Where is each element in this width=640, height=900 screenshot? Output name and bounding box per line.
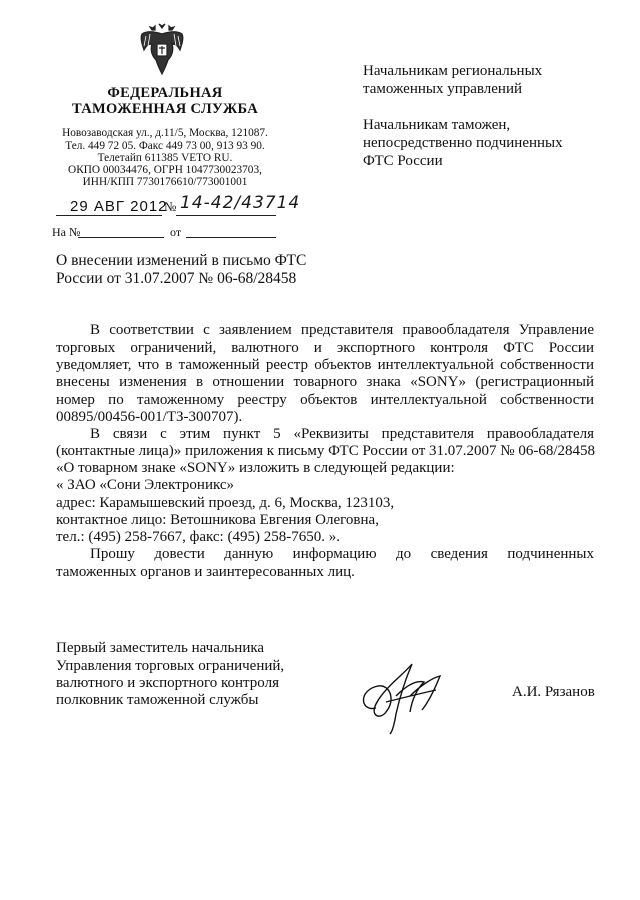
- body-line: (контактные лица)» приложения к письму ФТС России от 31.07.2007 № 06-68/28458: [56, 443, 596, 459]
- addressee-line: непосредственно подчиненных: [363, 135, 563, 151]
- emblem-icon: [138, 22, 186, 78]
- signatory-title-line: полковник таможенной службы: [56, 692, 259, 708]
- addressee-line: таможенных управлений: [363, 81, 523, 97]
- number-underline: [176, 215, 276, 216]
- body-line: уведомляет, что в таможенный реестр объектов интеллектуальной собственности: [56, 357, 594, 373]
- number-label: №: [164, 199, 177, 214]
- contact-address: Новозаводская ул., д.11/5, Москва, 121087.: [62, 127, 268, 139]
- body-line: В соответствии с заявлением представителя правообладателя Управление: [90, 322, 594, 338]
- body-line: торговых ограничений, валютного и экспортного контроля ФТС России: [56, 340, 594, 356]
- body-line: Прошу довести данную информацию до сведения подчиненных: [90, 546, 594, 562]
- signer-name: А.И. Рязанов: [512, 684, 595, 700]
- reply-to-line: [78, 237, 164, 238]
- contact-phone: Тел. 449 72 05. Факс 449 73 00, 913 93 90.: [65, 140, 265, 152]
- letter-date: 29 АВГ 2012: [70, 198, 168, 215]
- subject-line: О внесении изменений в письмо ФТС: [56, 252, 307, 269]
- handwritten-signature: [356, 656, 448, 736]
- signatory-title-line: валютного и экспортного контроля: [56, 675, 279, 691]
- body-line: номер по таможенному реестру объектов интеллектуальной собственности: [56, 392, 594, 408]
- reply-from-label: от: [170, 225, 182, 239]
- body-line: адрес: Карамышевский проезд, д. 6, Москва, 123103,: [56, 495, 395, 511]
- org-name-line2: ТАМОЖЕННАЯ СЛУЖБА: [71, 101, 259, 117]
- body-line: В связи с этим пункт 5 «Реквизиты представителя правообладателя: [90, 426, 594, 442]
- body-line: контактное лицо: Ветошникова Евгения Олеговна,: [56, 512, 379, 528]
- reply-from-line: [186, 237, 276, 238]
- signatory-title-line: Первый заместитель начальника: [56, 640, 265, 656]
- subject-line: России от 31.07.2007 № 06-68/28458: [56, 270, 297, 287]
- contact-okpo: ОКПО 00034476, ОГРН 1047730023703,: [68, 164, 262, 176]
- contact-teletype: Телетайп 611385 VETO RU.: [97, 152, 233, 164]
- addressee-line: ФТС России: [363, 153, 443, 169]
- addressee-line: Начальникам таможен,: [363, 117, 511, 133]
- body-line: тел.: (495) 258-7667, факс: (495) 258-7650. ».: [56, 529, 340, 545]
- body-line: таможенных органов и заинтересованных лиц.: [56, 564, 355, 580]
- registration-number: 14-42/43714: [180, 193, 301, 213]
- org-name-line1: ФЕДЕРАЛЬНАЯ: [107, 85, 223, 101]
- reply-to-label: На №: [52, 225, 81, 239]
- contact-inn: ИНН/КПП 7730176610/773001001: [82, 176, 248, 188]
- body-line: «О товарном знаке «SONY» изложить в следующей редакции:: [56, 460, 455, 476]
- signatory-title-line: Управления торговых ограничений,: [56, 658, 285, 674]
- addressee-line: Начальникам региональных: [363, 63, 543, 79]
- body-line: внесены изменения в отношении товарного знака «SONY» (регистрационный: [56, 374, 594, 390]
- date-underline: [56, 215, 162, 216]
- body-line: 00895/00456-001/ТЗ-300707).: [56, 409, 243, 425]
- body-line: « ЗАО «Сони Электроникс»: [56, 477, 235, 493]
